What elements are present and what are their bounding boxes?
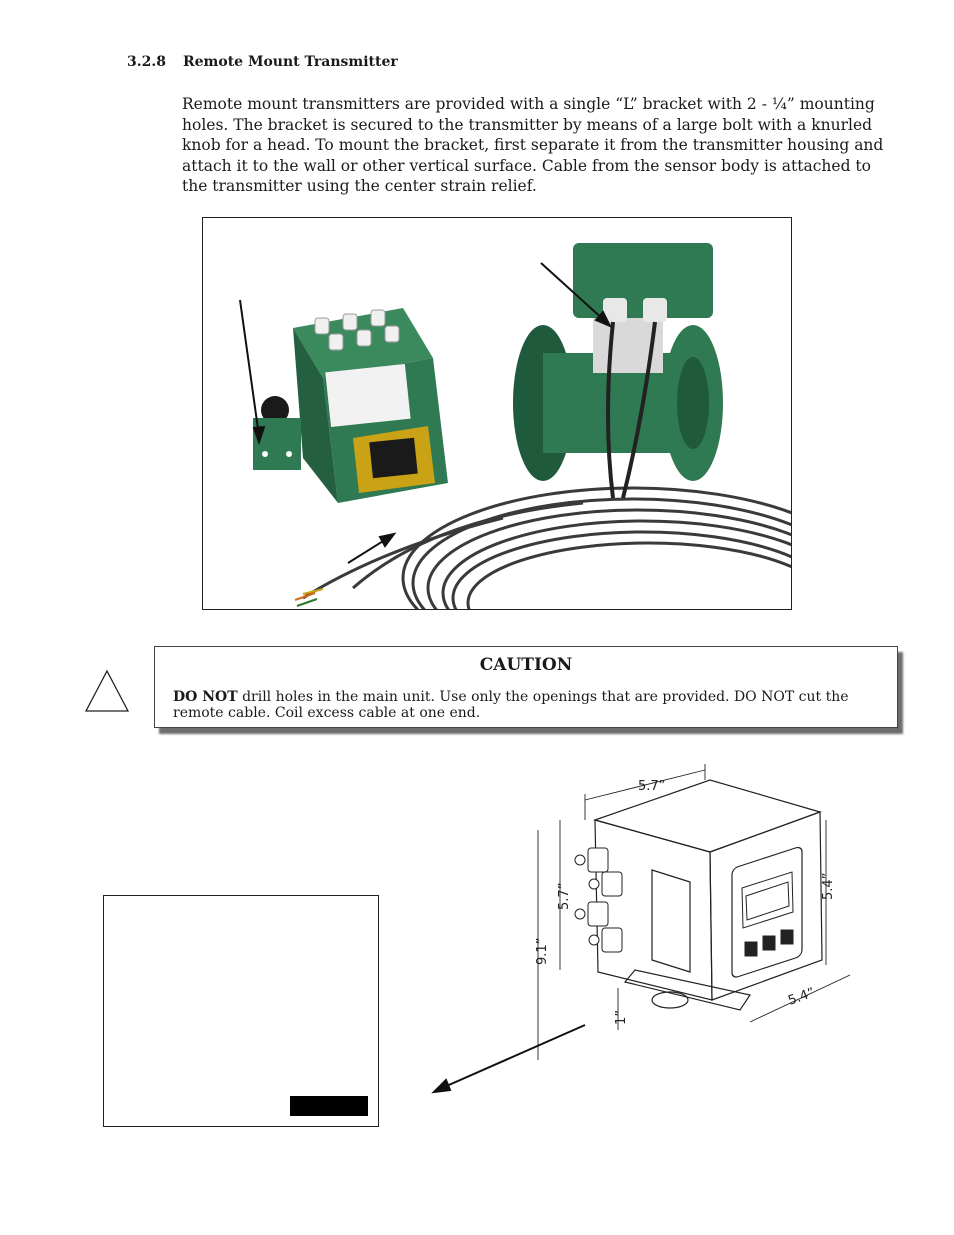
black-bar bbox=[290, 1096, 368, 1116]
section-title: Remote Mount Transmitter bbox=[183, 54, 398, 70]
product-photo bbox=[202, 217, 792, 610]
section-heading bbox=[127, 54, 398, 70]
dim-width: 5.7” bbox=[638, 779, 666, 794]
caution-text bbox=[173, 689, 867, 721]
dimension-drawing bbox=[420, 760, 860, 1100]
caution-title: CAUTION bbox=[479, 655, 573, 675]
section-number: 3.2.8 bbox=[127, 54, 166, 70]
dim-bracket: 1” bbox=[614, 1009, 629, 1025]
dim-depth: 5.4” bbox=[786, 985, 818, 1009]
caution-box bbox=[154, 646, 898, 728]
dim-front-height: 5.4” bbox=[821, 872, 836, 900]
caution-lead: DO NOT bbox=[173, 689, 238, 705]
dim-total-height: 9.1” bbox=[535, 937, 550, 965]
dim-side-height: 5.7” bbox=[557, 882, 572, 910]
caution-body: drill holes in the main unit. Use only the openings that are provided. DO NOT cut the remote cable. Coil excess cable at one end. bbox=[173, 689, 849, 721]
blank-frame bbox=[103, 895, 379, 1127]
warning-triangle-icon bbox=[84, 669, 130, 713]
body-paragraph: Remote mount transmitters are provided with a single “L” bracket with 2 - ¼” mounting holes. The bracket is secured to the transmitter by means of a large bolt with a knurled knob for a head. To mount the bracket, first separate it from the transmitter housing and attach it to the wall or other vertical surface. Cable from the sensor body is attached to the transmitter using the center strain relief. bbox=[182, 95, 884, 195]
